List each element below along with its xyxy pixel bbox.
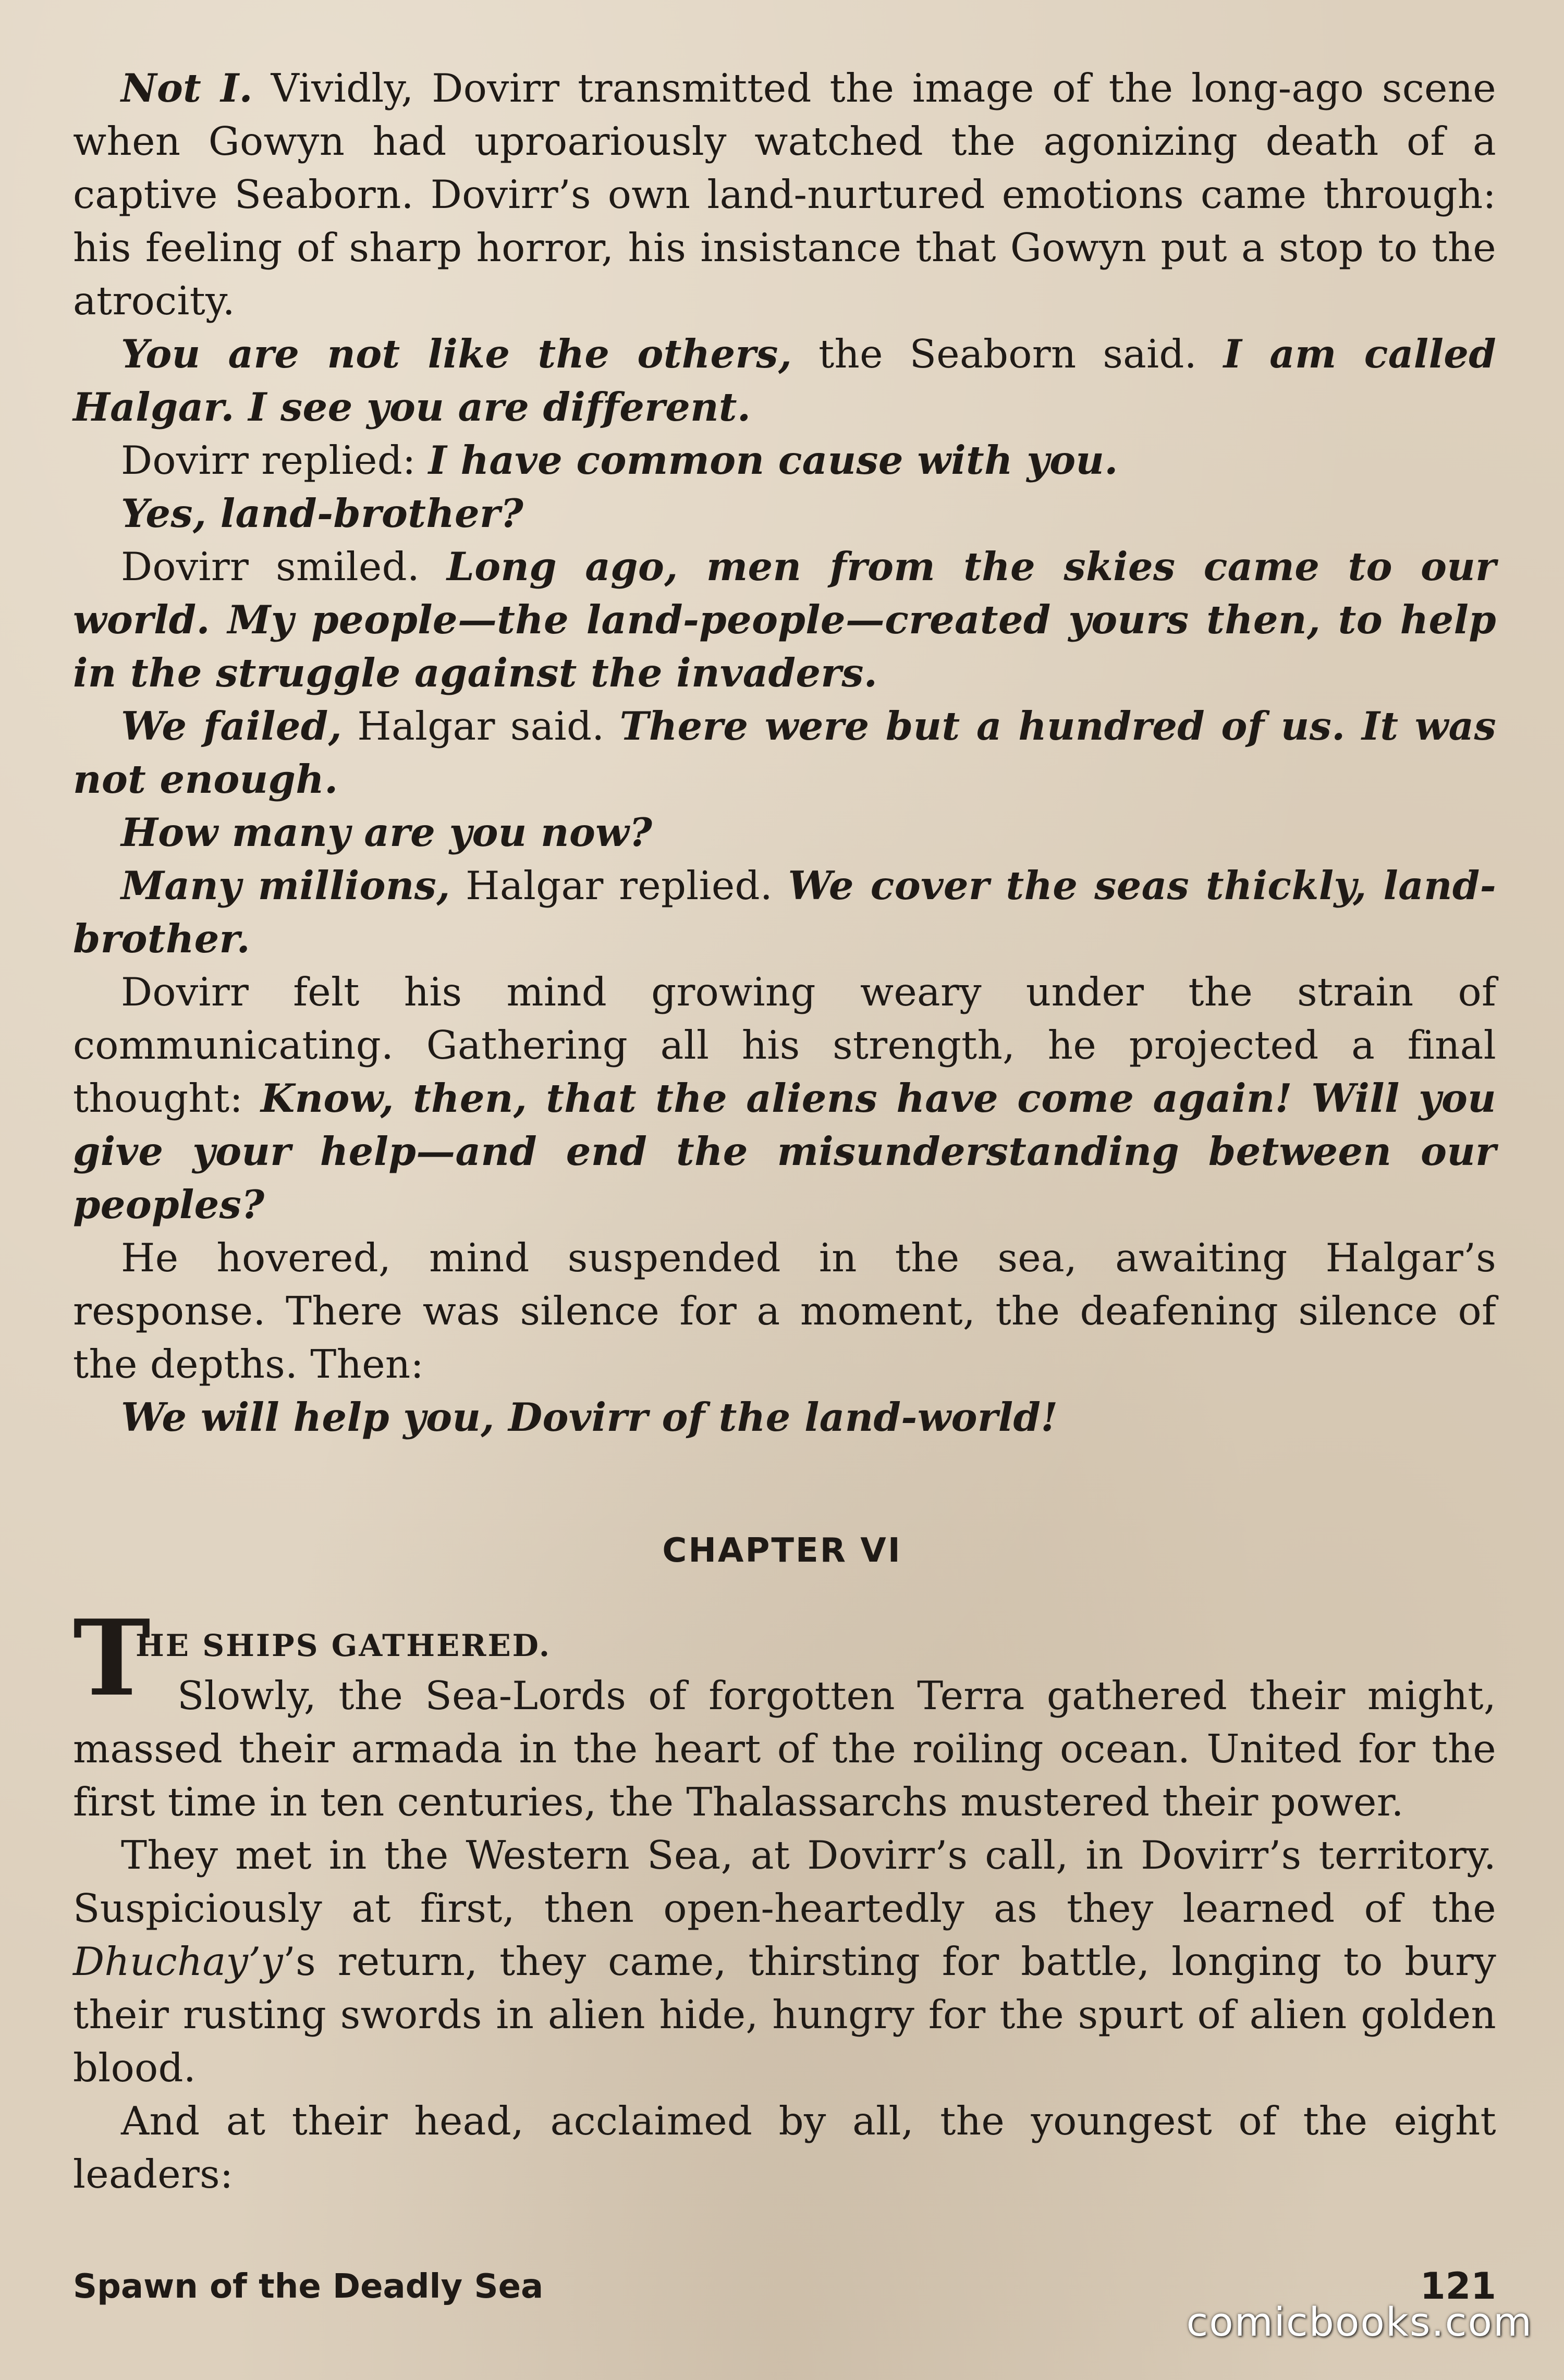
text: ’s return, they came, thirsting for battle, longing to bury their rusting swords in alien hide, hungry for the spurt of alien golden blood. (73, 1939, 1496, 2091)
italic-text: We failed, (121, 703, 343, 749)
italic-text: I have common cause with you. (428, 437, 1118, 483)
chapter-paragraphs (73, 1669, 1496, 2201)
text: Dovirr smiled. (121, 544, 447, 590)
italic-text: Know, then, that the aliens have come again! Will you give your help—and end the misunderstanding between our peoples? (73, 1075, 1496, 1228)
text: Slowly, the Sea-Lords of forgotten Terra gathered their might, massed their armada in the heart of the roiling ocean. United for the first time in ten centuries, the Thalassarchs mustered their power. (73, 1673, 1496, 1825)
italic-text: How many are you now? (121, 809, 653, 855)
page-number: 121 (1420, 2265, 1496, 2308)
text: Vividly, Dovirr transmitted the image of the long-ago scene when Gowyn had uproariously watched the agonizing death of a captive Seaborn. Dovirr’s own land-nurtured emotions came through: his feeling of sharp horror, his insistance that Gowyn put a stop to the atrocity. (73, 65, 1496, 324)
paragraph (73, 434, 1496, 487)
italic-text: You are not like the others, (121, 331, 792, 377)
text: Dovirr replied: (121, 437, 429, 483)
italic-text: We will help you, Dovirr of the land-world! (121, 1394, 1058, 1440)
paragraph (73, 62, 1496, 327)
chapter-heading: CHAPTER VI (662, 1531, 902, 1570)
paragraph (73, 1231, 1496, 1391)
paragraph (73, 487, 1496, 540)
text: the Seaborn said. (792, 331, 1224, 377)
paragraph (73, 1829, 1496, 2094)
paragraph (73, 1669, 1496, 1829)
paragraph (73, 700, 1496, 806)
chapter-body (73, 1597, 1496, 2201)
watermark: comicbooks.com (1186, 2299, 1533, 2345)
drop-cap: T (73, 1597, 151, 1720)
text: Halgar said. (342, 703, 620, 749)
italic-text: Many millions, (121, 863, 450, 909)
italic-text: There were but a hundred of us. It was not enough. (73, 703, 1496, 802)
paragraph (73, 327, 1496, 434)
text: He hovered, mind suspended in the sea, awaiting Halgar’s response. There was silence for a moment, the deafening silence of the depths. Then: (73, 1235, 1496, 1387)
text: Dovirr felt his mind growing weary under the strain of communicating. Gathering all his strength, he projected a final thought: (73, 969, 1496, 1121)
running-footer-title: Spawn of the Deadly Sea (73, 2267, 544, 2306)
text: And at their head, acclaimed by all, the youngest of the eight leaders: (73, 2098, 1496, 2197)
paragraph (73, 1391, 1496, 1444)
italic-text: Not I. (121, 65, 253, 111)
italic-text: Yes, land-brother? (121, 490, 524, 536)
paragraph (73, 806, 1496, 859)
chapter-opening-line (73, 1597, 1496, 1720)
italic-text: I am called Halgar. I see you are different. (73, 331, 1496, 430)
story-passage (73, 62, 1496, 1444)
text: Halgar replied. (450, 863, 788, 909)
chapter-opening-caps: HE SHIPS GATHERED. (136, 1628, 552, 1663)
paragraph (73, 859, 1496, 965)
paragraph (73, 2094, 1496, 2201)
paragraph (73, 965, 1496, 1231)
text: They met in the Western Sea, at Dovirr’s call, in Dovirr’s territory. Suspiciously at first, then open-heartedly as they learned of the (73, 1832, 1496, 1931)
italic-text: Long ago, men from the skies came to our world. My people—the land-people—created yours then, to help in the struggle against the invaders. (73, 544, 1496, 696)
paragraph (73, 540, 1496, 700)
italic-text: Dhuchay’y (73, 1939, 284, 1984)
italic-text: We cover the seas thickly, land-brother. (73, 863, 1497, 962)
